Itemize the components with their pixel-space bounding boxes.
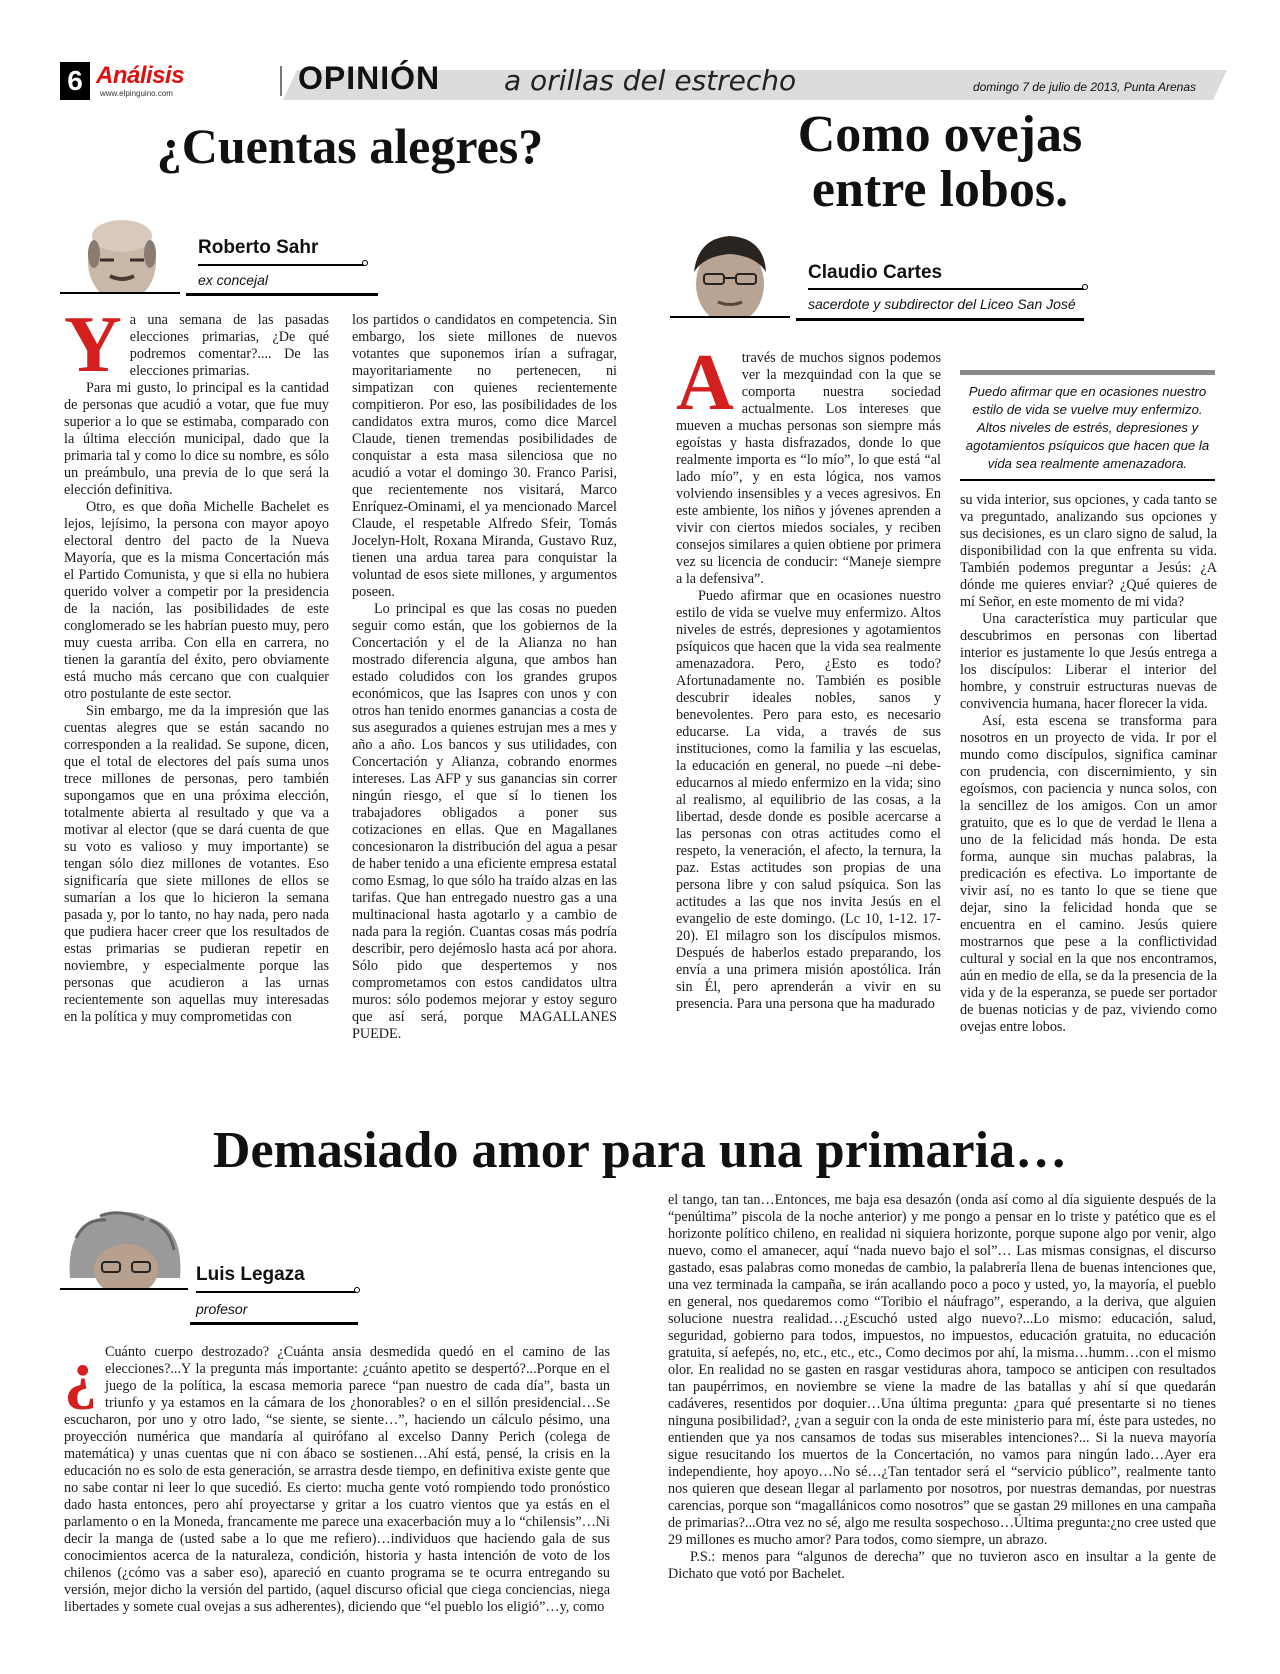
name-underline-dot — [1082, 284, 1088, 290]
article-title: ¿Cuentas alegres? — [156, 118, 544, 174]
paragraph: Lo principal es que las cosas no pueden seguir como están, que los gobiernos de la Concertación y el de la Alianza no han mostrado diferencia alguna, que ambos han estado coludidos con los grandes grupos económicos, que las Isapres con unos y con otros han tenido enormes ganancias a costa de sus asegurados a quienes estrujan mes a mes y año a año. Los bancos y sus utilidades, con Concertación y Alianza, cobrando enormes intereses. Las AFP y sus ganancias sin correr ningún riesgo, el que sí lo tienen los trabajadores obligados a poner sus cotizaciones en ellas. Que en Magallanes concesionaron la distribución del agua a pesar de haber tenido a una eficiente empresa estatal como Esmag, lo que sólo ha traído alzas en las tarifas. Que han entregado nuestro gas a una multinacional hasta agotarlo y a cambio de nada para la región. Cuantas cosas más podría describir, pero dejémoslo hasta acá por ahora. Sólo pido que despertemos y nos comprometamos con estos candidatos ultra muros: sólo podemos mejorar y estoy seguro que así será, porque MAGALLANES PUEDE. — [352, 601, 617, 1042]
paragraph: los partidos o candidatos en competencia. Sin embargo, los siete millones de nuevos votantes que suponemos irían a sufragar, mayoritariamente no pertenecen, ni simpatizan con quienes recientemente compitieron. Por eso, las posibilidades de los candidatos extra muros, como dice Marcel Claude, tienen tremendas posibilidades de conquistar a esta masa silenciosa que no acudió a votar el domingo 30. Franco Parisi, que recientemente nos visitará, Marco Enríquez-Ominami, el ya mencionado Marcel Claude, el respetable Alfredo Sfeir, Tomás Jocelyn-Holt, Roxana Miranda, Gustavo Ruz, tienen una ardua tarea para conquistar la voluntad de esos siete millones, y argumentos poseen. — [352, 312, 617, 600]
article-column — [668, 1192, 1216, 1583]
article-column — [352, 312, 617, 1043]
role-underline — [190, 1322, 358, 1325]
paragraph: Una característica muy particular que descubrimos en personas con libertad interior es justamente lo que Jesús entrega a los discípulos: Liberar el interior del hombre, y construir estructuras nuevas de convivencia humana, hacer florecer la vida. — [960, 611, 1217, 712]
author-role: ex concejal — [198, 272, 269, 288]
role-underline — [186, 293, 378, 296]
author-role: profesor — [196, 1301, 248, 1317]
section-title: OPINIÓN — [298, 60, 441, 96]
drop-cap: Y — [64, 301, 122, 389]
author-photo — [670, 232, 790, 318]
paragraph: su vida interior, sus opciones, y cada tanto se va preguntado, analizando sus opciones y sus decisiones, es un claro signo de salud, la disponibilidad con la que enfrenta su vida. También podemos preguntar a Jesús: ¿A dónde me quieres enviar? ¿Qué quieres de mí Señor, en este momento de mi vida? — [960, 492, 1217, 610]
pull-quote: Puedo afirmar que en ocasiones nuestro estilo de vida se vuelve muy enfermizo. Altos niveles de estrés, depresiones y agotamientos psíquicos que hacen que la vida sea realmente amenazadora. — [960, 370, 1215, 481]
paragraph: el tango, tan tan…Entonces, me baja esa desazón (onda así como al día siguiente después de la “penúltima” piscola de la noche anterior) y me pongo a pensar en lo triste y patético que es el horizonte político chileno, en realidad ni siquiera horizonte, porque supone algo por venir, algo nuevo, como el amanecer, aquí “nada nuevo bajo el sol”… Las mismas consignas, el discurso gastado, esas palabras como monedas de cambio, la palabrería llena de buenas intenciones que, una vez terminada la campaña, se irán acallando poco a poco y usted, yo, la mayoría, el pueblo en general, nos quedaremos como “Toribio el náufrago”, esperando, a la deriva, que alguien solucione nuestra realidad…¿Escuchó usted algo nuevo?...Lo mismo: educación, salud, seguridad, gobierno para todos, impuestos, no impuestos, educación gratuita, no educación gratuita, sí aefepés, no, etc., etc., etc., Como decimos por ahí, la misma…humm…con el mismo olor. En realidad no se gasten en rasgar vestiduras ahora, tampoco se anticipen con resultados tan paupérrimos, en noviembre se viene la madre de las batallas y ahí sí que quedarán cadáveres, resentidos por doquier…Una última pregunta: ¿para qué presentarte si no tienes ninguna posibilidad?, ¿van a seguir con la onda de este ministerio para mí, éste para ustedes, no entienden que ya nos cansamos de todas sus miserables intenciones?... Si la nueva mayoría sigue resucitando los muertos de la Concertación, no vamos para ningún lado…Ayer era independiente, hoy apoyo…No sé…¿Tan tentador será el “servicio público”, realmente tanto nos quieren que desean llegar al parlamento por nosotros, por nuestras demandas, por nuestras carencias, porque son “magallánicos como nosotros” que se gastan 29 millones en una campaña de primarias?...Otra vez no sé, algo me resulta sospechoso…Última pregunta:¿no cree usted que 29 millones es mucho amor? Para todos, como siempre, un abrazo. — [668, 1192, 1216, 1548]
author-name: Claudio Cartes — [808, 262, 943, 283]
author-photo — [60, 214, 180, 294]
header-divider — [280, 66, 282, 96]
paragraph: través de muchos signos podemos ver la mezquindad con la que se comporta nuestra sociedad actualmente. Los intereses que mueven a muchas personas son siempre más egoístas y hasta disfrazados, donde lo que realmente importa es “lo mío”, lo que está “al lado mío”, y en esta lógica, nos vamos volviendo insensibles y a veces agresivos. En este ambiente, los niños y jóvenes aprenden a vivir con ciertos miedos sociales, y reciben consejos similares a quien obtiene por primera vez su licencia de conducir: “Maneje siempre a la defensiva”. — [676, 350, 941, 587]
name-underline — [196, 1291, 356, 1293]
paragraph: P.S.: menos para “algunos de derecha” que no tuvieron asco en insultar a la gente de Dichato que votó por Bachelet. — [668, 1549, 1216, 1582]
paragraph: Otro, es que doña Michelle Bachelet es lejos, lejísimo, la persona con mayor apoyo electoral dentro del pacto de la Nueva Mayoría, que es la misma Concertación más el Partido Comunista, y que si ella no hubiera querido volver a competir por la presidencia de la nación, las posibilidades de este conglomerado se les habrían puesto muy, pero muy cuesta arriba. Con ella en carrera, no tienen la garantía del éxito, pero obviamente está mucho más cercano que con cualquier otro postulante de este sector. — [64, 499, 329, 702]
author-role: sacerdote y subdirector del Liceo San José — [808, 296, 1076, 312]
drop-cap: ¿ — [64, 1338, 97, 1411]
paragraph: Así, esta escena se transforma para nosotros en un proyecto de vida. Ir por el mundo como discípulos, significa caminar con prudencia, con discernimiento, y sin egoísmos, con paciencia y nunca solos, con la sencillez de los amigos. Con un amor gratuito, que es lo que de verdad le llena a uno de la felicidad más honda. De esta forma, aunque sin muchas palabras, la predicación es efectiva. Lo importante de vivir así, no es tanto lo que se tiene que dejar, sino la felicidad honda que se encuentra en el camino. Jesús quiere mostrarnos que pese a la conflictividad cultural y social en la que nos encontramos, aún en medio de ella, se da la presencia de la vida y de la esperanza, se puede ser portador de buenas noticias y de paz, viviendo como ovejas entre lobos. — [960, 713, 1217, 1035]
paragraph: Puedo afirmar que en ocasiones nuestro estilo de vida se vuelve muy enfermizo. Altos niveles de estrés, depresiones y agotamientos psíquicos que hacen que la vida sea realmente amenazadora. Pero, ¿Esto es todo? Afortunadamente no. También es posible descubrir ideales nobles, sanos y benevolentes. Pero para esto, es necesario educarse. La vida, a través de sus instituciones, como la familia y las escuelas, la educación en general, no puede –ni debe- educarnos al miedo enfermizo en la vida; sino al realismo, al equilibrio de las cosas, a la libertad, desde donde es posible acercarse a las personas con otras actitudes como el respeto, la veneración, el afecto, la ternura, la paz. Estas actitudes son propias de una persona libre y con salud psíquica. Son las actitudes a las que nos invita Jesús en el evangelio de este domingo. (Lc 10, 1-12. 17-20). El milagro son los discípulos mismos. Después de haberlos estado preparando, los envía a una primera misión apostólica. Irán sin Él, pero aprenderán a vivir en su presencia. Para una persona que ha madurado — [676, 588, 941, 1012]
name-underline-dot — [362, 260, 368, 266]
name-underline-dot — [354, 1287, 360, 1293]
name-underline — [198, 264, 364, 266]
brand-logo: Análisis — [96, 62, 185, 89]
article-title: Como ovejas entre lobos. — [797, 106, 1083, 218]
section-subtitle: a orillas del estrecho — [504, 64, 797, 97]
page-header — [60, 58, 1220, 102]
article-column — [64, 301, 329, 1026]
paragraph: a una semana de las pasadas elecciones primarias, ¿De qué podremos comentar?.... De las elecciones primarias. — [129, 312, 329, 379]
article-column — [676, 339, 941, 1013]
role-underline — [796, 318, 1084, 321]
author-name: Luis Legaza — [196, 1264, 305, 1285]
name-underline — [808, 288, 1084, 290]
author-photo — [60, 1208, 188, 1290]
issue-date: domingo 7 de julio de 2013, Punta Arenas — [972, 80, 1196, 94]
brand-url: www.elpinguino.com — [100, 89, 173, 98]
article-title: Demasiado amor para una primaria… — [212, 1122, 1068, 1179]
article-column — [64, 1338, 610, 1616]
paragraph: Cuánto cuerpo destrozado? ¿Cuánta ansia desmedida quedó en el camino de las elecciones?...Y la pregunta más importante: ¿cuánto apetito se despertó?...Porque en el juego de la política, la escasa memoria parece “pan nuestro de cada día”, basta un triunfo y ya estamos en la cámara de los ¿honorables? o en el sillón presidencial…Se escucharon, por uno y otro lado, “se siente, se siente…”, haciendo un cálculo pésimo, una proyección numérica que mandaría al quirófano al excelso Danny Perich (colega de matemática) y unas cuentas que ni con ábaco se sostienen…Ahí está, pensé, la crisis en la educación no es solo de esta generación, se arrastra desde tiempo, en definitiva existe gente que no sabe contar ni leer lo que sucedió. Es cierto: mucha gente votó rompiendo todo pronóstico dado hasta entonces, pero ahí proyectarse y gritar a los cuatro vientos que ya estás en el parlamento o en la Moneda, francamente me parece una exacerbación muy a lo “chilensis”…Ni decir la manga de (usted sabe a lo que me refiero)…individuos que haciendo gala de sus conocimientos acerca de la naturaleza, condición, historia y hasta intención de voto de los chilenos (¿cómo vas a saber eso), apareció en cuanto programa se te ocurra entregando su versión, mejor dicho la versión del partido, (aquel discurso oficial que ciega conciencias, niega libertades y somete cual ovejas a sus adherentes), diciendo que “el pueblo los eligió”…y, como — [64, 1344, 610, 1615]
author-name: Roberto Sahr — [198, 237, 319, 258]
paragraph: Para mi gusto, lo principal es la cantidad de personas que acudió a votar, que fue muy superior a lo que se estimaba, comparado con la última elección municipal, dado que la primaria tal y como lo dice su nombre, es sólo un preámbulo, una previa de lo que será la elección definitiva. — [64, 380, 329, 498]
article-column — [960, 492, 1217, 1036]
drop-cap: A — [676, 339, 734, 427]
page-number: 6 — [60, 62, 90, 100]
paragraph: Sin embargo, me da la impresión que las cuentas alegres que se están sacando no corresponden a la realidad. Se supone, dicen, que el total de electores del país suma unos trece millones de personas, pero también supongamos que en una próxima elección, totalmente abierta al resultado y que va a motivar al elector (que se dará cuenta de que su voto es valioso y muy importante) se tengan sólo diez millones de votantes. Eso significaría que siete millones de ellos se sumarían a los que lo hicieron la semana pasada y, por lo tanto, no hay nada, pero nada que pudiera hacer creer que los resultados de estas primarias se pudieran repetir en noviembre, y especialmente porque las personas que acudieron a las urnas recientemente son aquellas muy interesadas en la política y muy comprometidas con — [64, 703, 329, 1025]
